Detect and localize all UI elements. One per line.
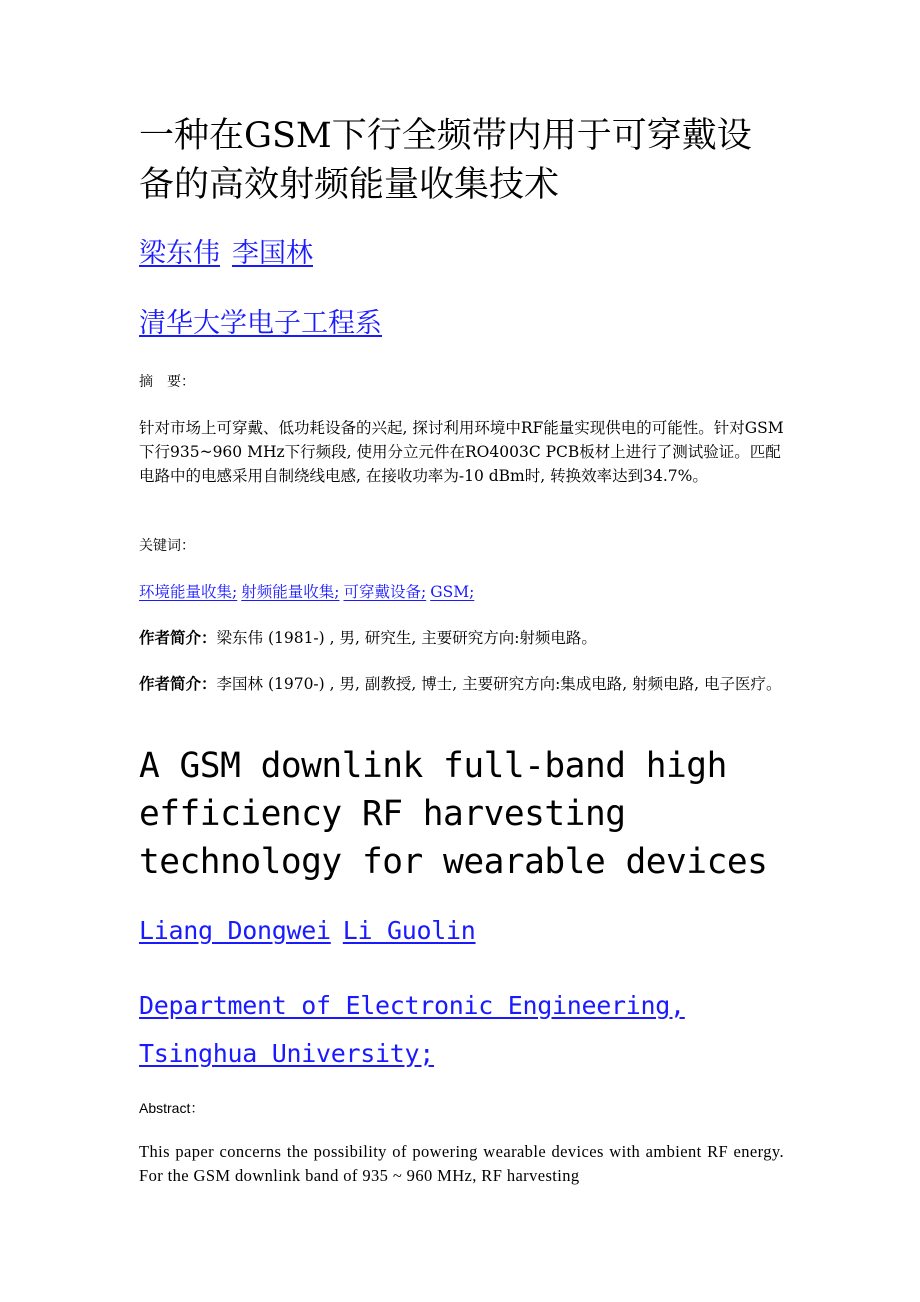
affiliation-link-english[interactable]: Department of Electronic Engineering, Tsinghua University; [139, 991, 685, 1068]
keyword-link[interactable]: 可穿戴设备; [343, 583, 427, 601]
abstract-label-chinese: 摘 要： [139, 374, 195, 390]
author-link-li-en[interactable]: Li Guolin [342, 916, 476, 945]
title-english: A GSM downlink full-band high efficiency RF harvesting technology for wearable devices [139, 746, 768, 882]
keywords-list [139, 580, 478, 604]
keyword-link[interactable]: 射频能量收集; [241, 583, 340, 601]
title-chinese: 一种在GSM下行全频带内用于可穿戴设备的高效射频能量收集技术 [139, 116, 752, 205]
bio-text: 梁东伟 (1981-) , 男, 研究生, 主要研究方向:射频电路。 [216, 629, 597, 647]
bio-text: 李国林 (1970-) , 男, 副教授, 博士, 主要研究方向:集成电路, 射频电路, 电子医疗。 [216, 675, 782, 693]
bio-label: 作者简介： [139, 629, 217, 647]
author-link-li[interactable]: 李国林 [232, 238, 313, 269]
bio-label: 作者简介： [139, 675, 217, 693]
author-link-liang-en[interactable]: Liang Dongwei [139, 916, 331, 945]
authors-chinese [139, 234, 313, 274]
keywords-label: 关键词： [139, 538, 195, 554]
abstract-label-english: Abstract： [139, 1100, 205, 1116]
abstract-text-chinese: 针对市场上可穿戴、低功耗设备的兴起, 探讨利用环境中RF能量实现供电的可能性。针对GSM下行935~960 MHz下行频段, 使用分立元件在RO4003C PCB板材上进行了测试验证。匹配电路中的电感采用自制绕线电感, 在接收功率为-10 dBm时, 转换效率达到34.7%。 [139, 419, 784, 485]
authors-english [139, 912, 476, 950]
affiliation-link-chinese[interactable]: 清华大学电子工程系 [139, 308, 382, 339]
author-link-liang[interactable]: 梁东伟 [139, 238, 220, 269]
author-bio [139, 672, 784, 696]
author-bio [139, 626, 784, 650]
abstract-text-english: This paper concerns the possibility of powering wearable devices with ambient RF energy. For the GSM downlink band of 935 ~ 960 MHz, RF harvesting [139, 1142, 784, 1185]
keyword-link[interactable]: 环境能量收集; [139, 583, 238, 601]
keyword-link[interactable]: GSM; [430, 583, 475, 601]
